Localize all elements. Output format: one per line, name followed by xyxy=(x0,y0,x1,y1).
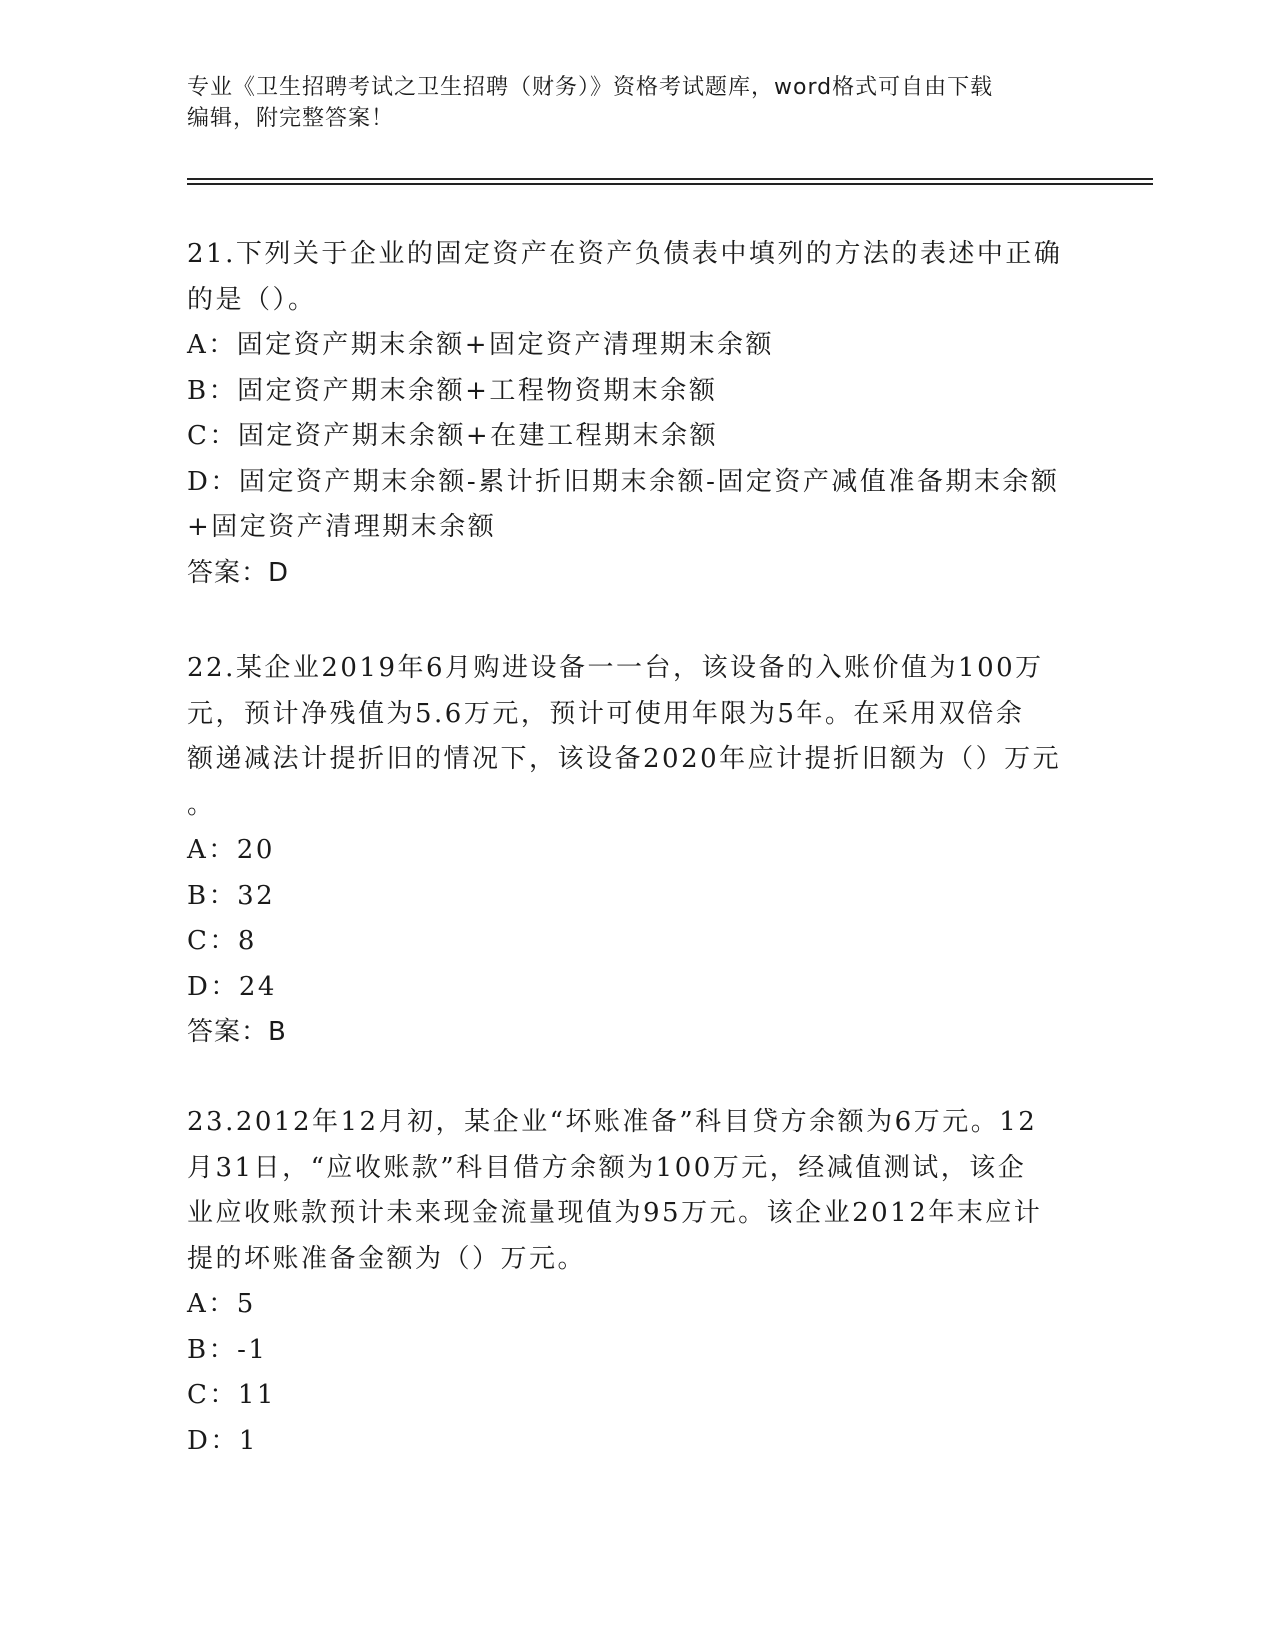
question-stem-line: 业应收账款预计未来现金流量现值为95万元。该企业2012年末应计 xyxy=(187,1198,1043,1228)
option-d: D：固定资产期末余额-累计折旧期末余额-固定资产减值准备期末余额 xyxy=(187,466,1060,497)
question-stem-line: 22.某企业2019年6月购进设备一一台，该设备的入账价值为100万 xyxy=(187,653,1044,683)
question-stem-line: 额递减法计提折旧的情况下，该设备2020年应计提折旧额为（）万元 xyxy=(187,744,1062,774)
option-c: C：固定资产期末余额+在建工程期末余额 xyxy=(187,421,719,451)
option-c: C：11 xyxy=(187,1380,276,1410)
option-b: B：-1 xyxy=(187,1334,268,1365)
option-b: B：32 xyxy=(187,880,276,911)
header-line: 编辑，附完整答案！ xyxy=(187,106,395,131)
question-stem-line: 的是（）。 xyxy=(187,284,317,315)
option-a: A：5 xyxy=(187,1289,256,1319)
option-c: C：8 xyxy=(187,926,257,956)
option-a: A：20 xyxy=(187,835,275,865)
question-stem-line: 元，预计净残值为5.6万元，预计可使用年限为5年。在采用双倍余 xyxy=(187,698,1025,729)
document-header xyxy=(187,72,1087,134)
option-b: B：固定资产期末余额+工程物资期末余额 xyxy=(187,375,718,406)
question-22 xyxy=(187,646,1087,1056)
option-d: D：1 xyxy=(187,1425,258,1456)
header-divider xyxy=(187,183,1153,185)
question-21 xyxy=(187,232,1087,596)
option-d-continued: +固定资产清理期末余额 xyxy=(187,512,497,542)
header-divider xyxy=(187,178,1153,180)
question-stem-line: 月31日，“应收账款”科目借方余额为100万元，经减值测试，该企 xyxy=(187,1152,1027,1183)
question-stem-line: 提的坏账准备金额为（）万元。 xyxy=(187,1243,587,1274)
answer-text: 答案：D xyxy=(187,557,290,588)
header-line: 专业《卫生招聘考试之卫生招聘（财务）》资格考试题库，word格式可自由下载 xyxy=(187,75,994,100)
question-stem-line: 21.下列关于企业的固定资产在资产负债表中填列的方法的表述中正确 xyxy=(187,239,1063,269)
answer-text: 答案：B xyxy=(187,1017,287,1047)
question-23 xyxy=(187,1100,1087,1464)
option-d: D：24 xyxy=(187,971,277,1002)
option-a: A：固定资产期末余额+固定资产清理期末余额 xyxy=(187,330,775,360)
question-stem-line: 。 xyxy=(187,789,216,820)
question-stem-line: 23.2012年12月初，某企业“坏账准备”科目贷方余额为6万元。12 xyxy=(187,1107,1038,1137)
